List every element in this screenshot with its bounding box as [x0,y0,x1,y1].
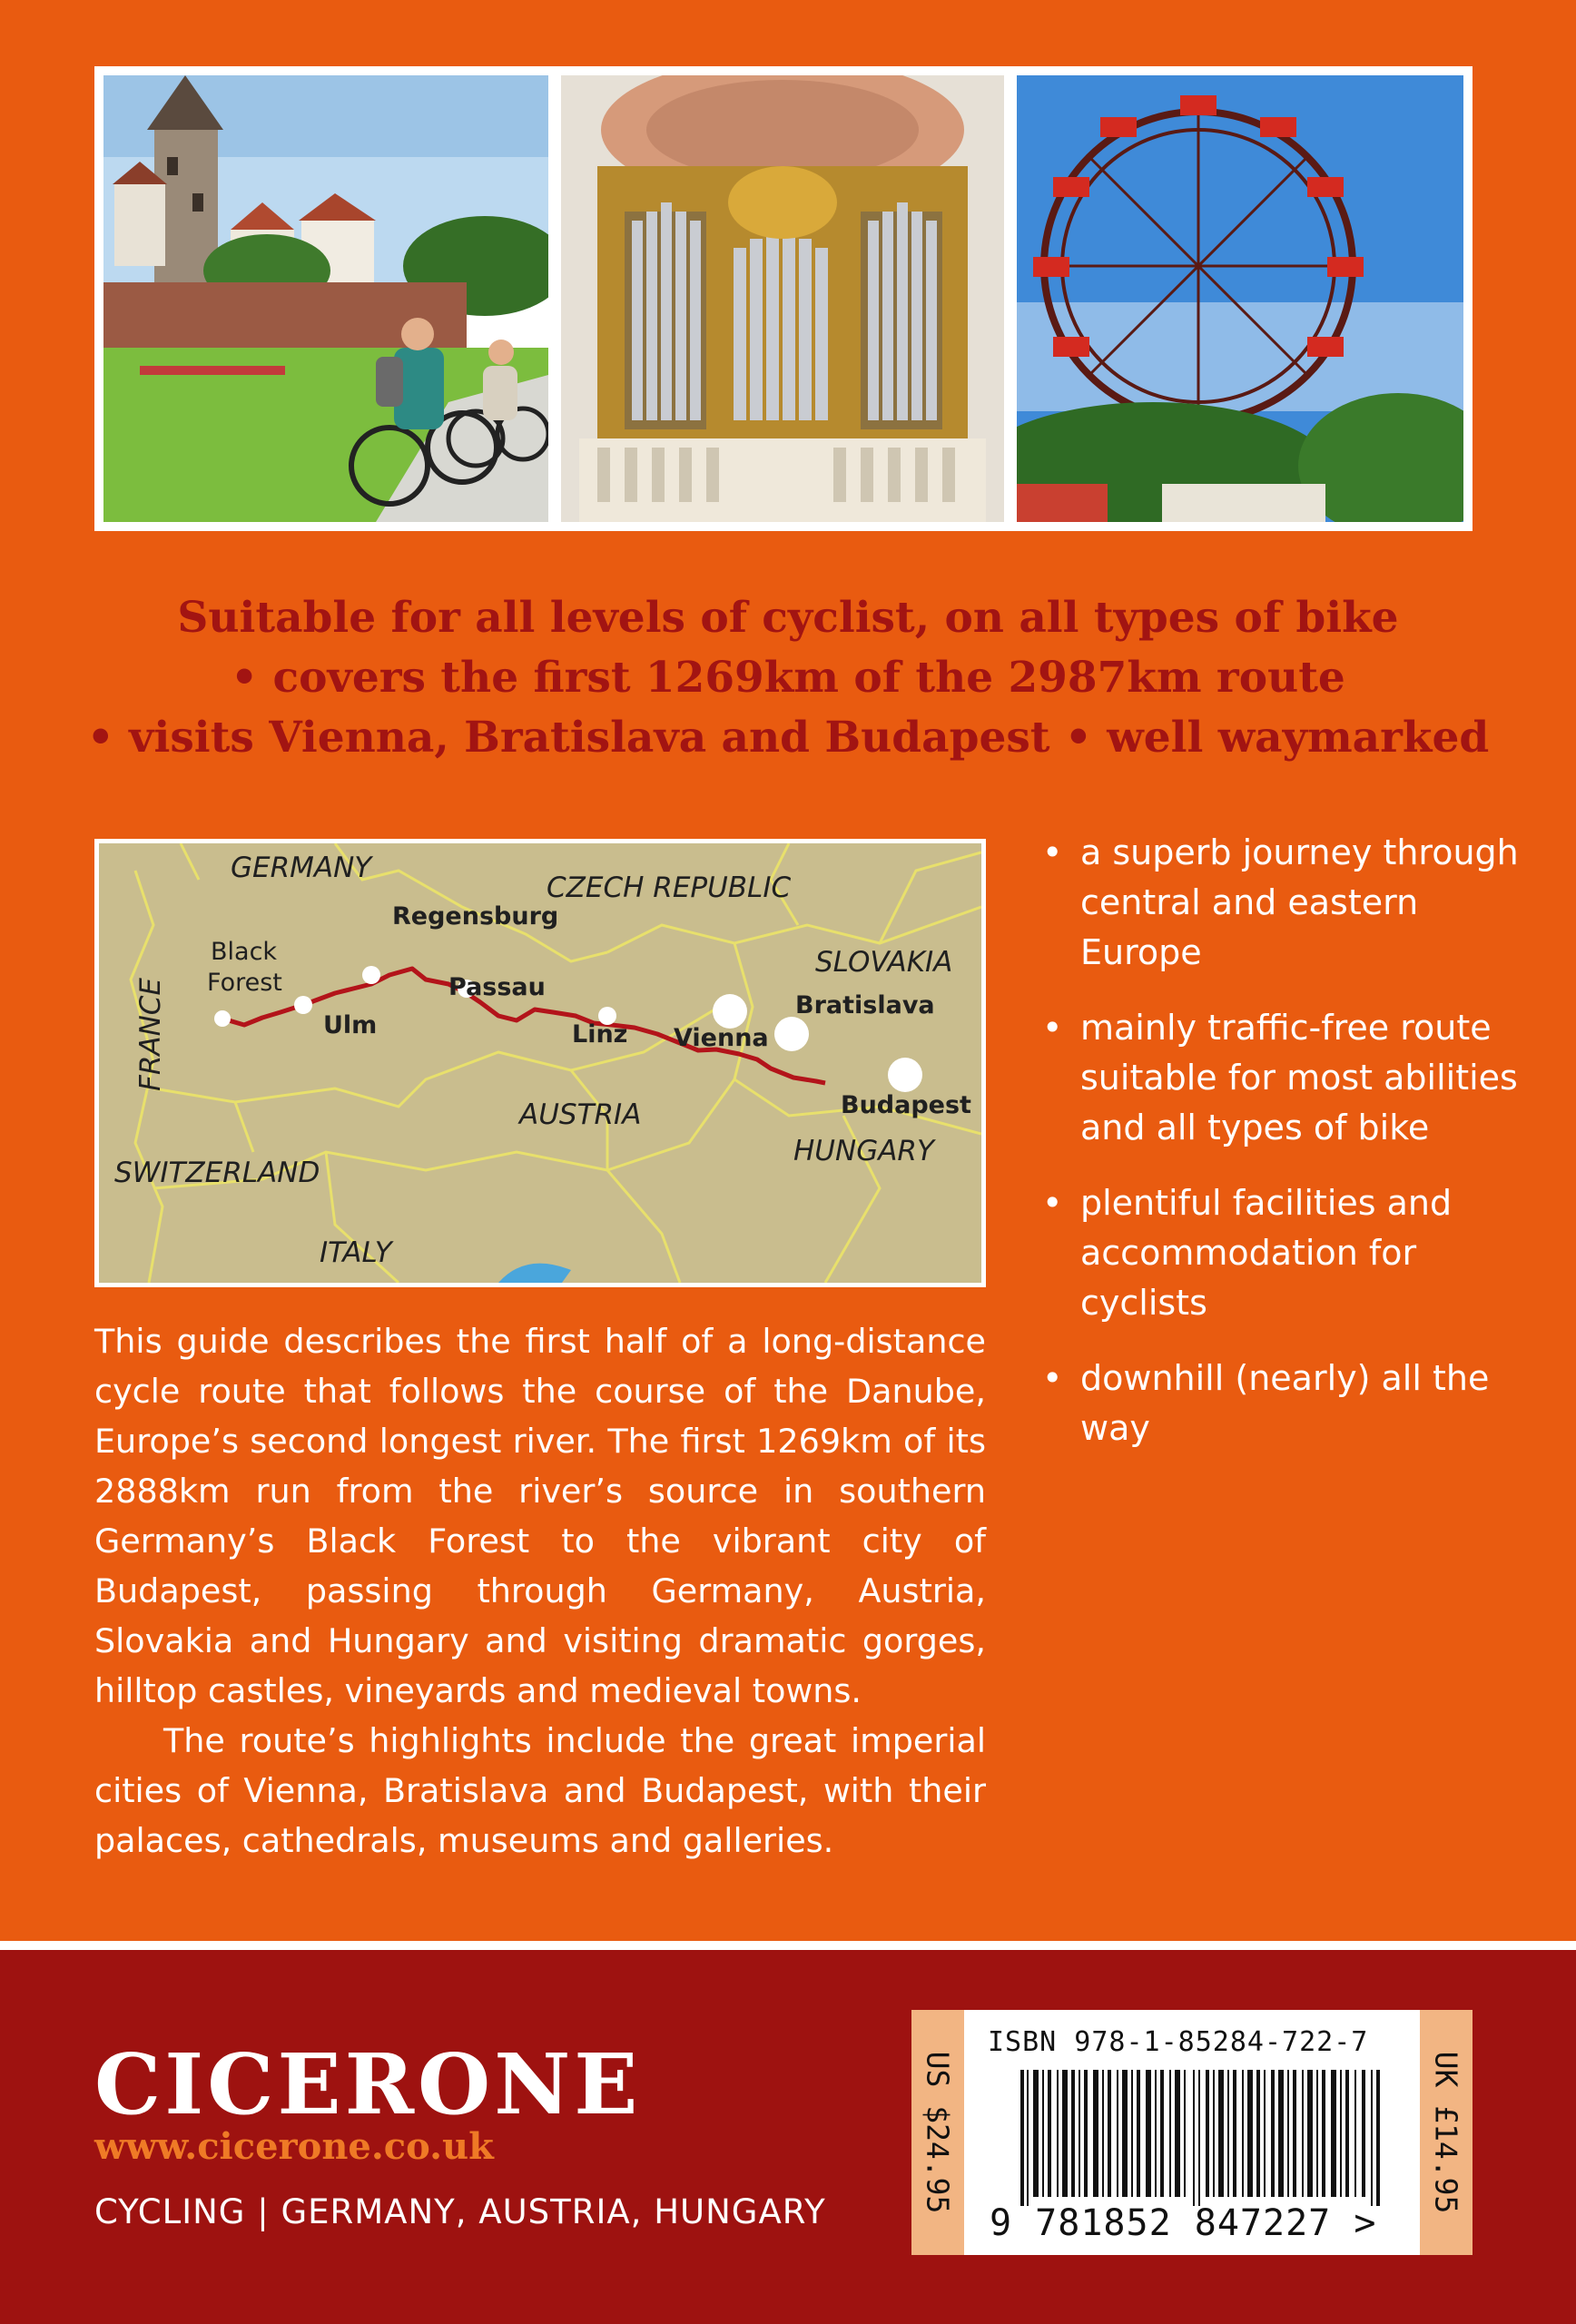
description-paragraph-1: This guide describes the first half of a long-distance cycle route that follows the course of the Danube, Europe’s second longest river. The first 1269km of its 2888km run from the river’s source in southern Germany’s Black Forest to the vibrant city of Budapest, passing through Germany, Austria, Slovakia and Hungary and visiting dramatic gorges, hilltop castles, vineyards and medieval towns. [94,1322,986,1710]
route-map [94,839,986,1287]
label-vienna: Vienna [674,1024,769,1052]
label-czech-republic: CZECH REPUBLIC [547,872,792,904]
price-strip-uk [1420,2010,1473,2255]
isbn-text: ISBN 978-1-85284-722-7 [988,2026,1369,2058]
photo-organ [561,75,1004,522]
marker-bratislava [774,1017,809,1051]
marker-regensburg [362,966,380,984]
publisher-website-link[interactable]: www.cicerone.co.uk [94,2125,494,2168]
marker-ulm [294,996,312,1014]
photo-cyclists [103,75,548,522]
label-linz: Linz [572,1020,628,1049]
price-us: US $24.95 [920,2051,956,2214]
label-regensburg: Regensburg [392,902,559,931]
label-bratislava: Bratislava [795,991,935,1019]
label-france: FRANCE [134,978,167,1091]
photo-ferris-wheel [1017,75,1463,522]
tagline [0,588,1576,768]
label-italy: ITALY [320,1236,392,1269]
tagline-line-1: Suitable for all levels of cyclist, on all types of bike [177,593,1399,643]
band-divider [0,1941,1576,1950]
tagline-line-2: • covers the first 1269km of the 2987km route [231,653,1345,703]
highlight-item: • mainly traffic-free route suitable for most abilities and all types of bike [1042,1003,1532,1153]
tagline-line-3: • visits Vienna, Bratislava and Budapest • well waymarked [86,713,1490,763]
barcode-box [911,2010,1473,2255]
label-germany: GERMANY [231,852,372,884]
label-slovakia: SLOVAKIA [815,946,953,979]
barcode-number: 9 781852 847227 > [990,2202,1377,2244]
marker-budapest [888,1058,922,1092]
label-budapest: Budapest [841,1091,971,1119]
book-category: CYCLING | GERMANY, AUSTRIA, HUNGARY [94,2192,826,2231]
label-passau: Passau [448,973,546,1001]
highlights-list [1042,828,1532,1479]
description-paragraph-2: The route’s highlights include the great imperial cities of Vienna, Bratislava and Budapest, with their palaces, cathedrals, museums and galleries. [94,1721,986,1860]
publisher-logo: CICERONE [94,2035,642,2133]
label-austria: AUSTRIA [519,1098,642,1131]
label-hungary: HUNGARY [793,1135,934,1167]
label-black-forest-1: Black [211,938,278,966]
price-uk: UK £14.95 [1428,2051,1464,2214]
photo-strip [94,66,1473,531]
price-strip-us [911,2010,964,2255]
barcode-graphic [1020,2070,1384,2206]
description [94,1316,986,1866]
label-black-forest-2: Forest [207,969,282,997]
marker-black-forest [214,1010,231,1027]
highlight-item: • plentiful facilities and accommodation for cyclists [1042,1178,1532,1328]
label-switzerland: SWITZERLAND [114,1157,320,1189]
highlight-item: • downhill (nearly) all the way [1042,1354,1532,1453]
label-ulm: Ulm [323,1011,378,1039]
highlight-item: • a superb journey through central and eastern Europe [1042,828,1532,978]
